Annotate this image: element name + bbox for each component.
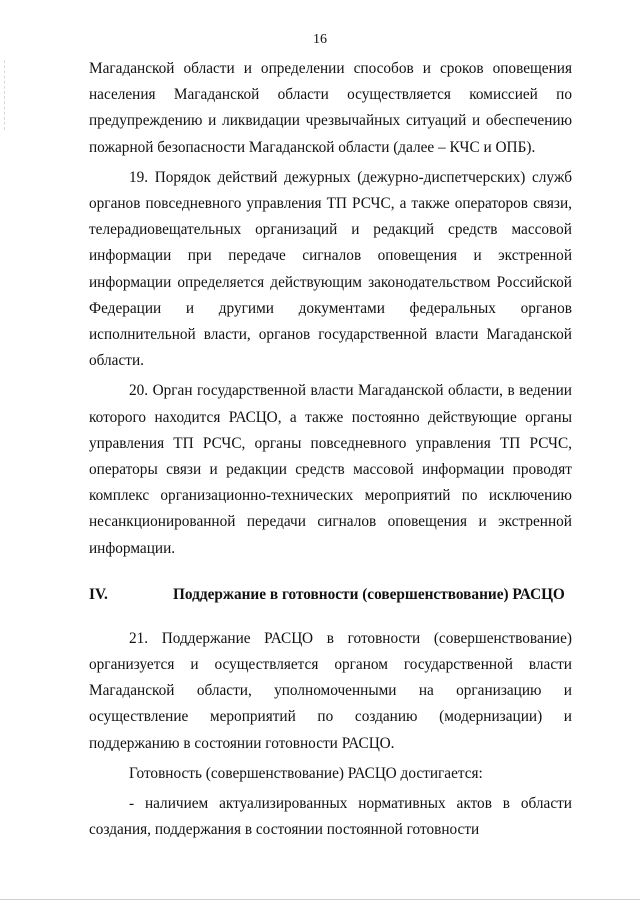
section-heading — [89, 582, 572, 608]
paragraph-18-continued: Магаданской области и определении способов и сроков оповещения населения Магаданской области осуществляется комиссией по предупреждению и ликвидации чрезвычайных ситуаций и обеспечению пожарной безопасности Магаданской области (далее – КЧС и ОПБ). — [89, 60, 572, 156]
section-title: Поддержание в готовности (совершенствование) РАСЦО — [173, 585, 565, 603]
paragraph-20: 20. Орган государственной власти Магаданской области, в ведении которого находится РАСЦО, а также постоянно действующие органы управления ТП РСЧС, органы повседневного управления ТП РСЧС, операторы связи и редакции средств массовой информации проводят комплекс организационно-технических мероприятий по исключению несанкционированной передачи сигналов оповещения и экстренной информации. — [89, 382, 572, 557]
page-bottom-edge — [0, 899, 640, 900]
paragraph-readiness: Готовность (совершенствование) РАСЦО достигается: — [129, 764, 483, 782]
page-number: 16 — [313, 32, 327, 47]
section-number: IV. — [89, 585, 108, 603]
binding-margin-marks — [4, 60, 6, 130]
document-body — [89, 56, 572, 843]
paragraph-19: 19. Порядок действий дежурных (дежурно-диспетчерских) служб органов повседневного управления ТП РСЧС, а также операторов связи, телерадиовещательных организаций и редакций средств массовой информации при передаче сигналов оповещения и экстренной информации определяется действующим законодательством Российской Федерации и другими документами федеральных органов исполнительной власти, органов государственной власти Магаданской области. — [89, 168, 572, 370]
list-item-1: - наличием актуализированных нормативных актов в области создания, поддержания в состоянии постоянной готовности — [89, 795, 572, 839]
paragraph-21: 21. Поддержание РАСЦО в готовности (совершенствование) организуется и осуществляется органом государственной власти Магаданской области, уполномоченными на организацию и осуществление мероприятий по созданию (модернизации) и поддержанию в состоянии готовности РАСЦО. — [89, 629, 572, 752]
